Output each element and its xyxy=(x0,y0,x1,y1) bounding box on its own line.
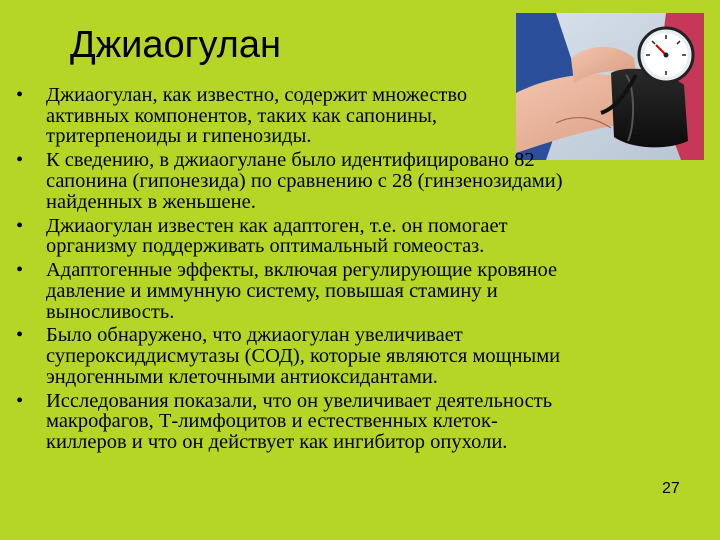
bullet-icon: • xyxy=(16,84,24,106)
bullet-icon: • xyxy=(16,214,24,237)
bullet-text-line: К сведению, в джиаогулане было идентифицировано 82 xyxy=(46,149,535,172)
bullet-text-line: супероксиддисмутазы (СОД), которые являются мощными xyxy=(46,345,561,368)
bullet-text-line: Исследования показали, что он увеличивает деятельность xyxy=(46,389,553,412)
page-number: 27 xyxy=(662,480,680,497)
bullet-list xyxy=(16,85,666,456)
bullet-item xyxy=(16,391,666,453)
bullet-text-line: Было обнаружено, что джиаогулан увеличивает xyxy=(46,324,463,347)
bullet-text-line: найденных в женьшене. xyxy=(46,190,256,213)
bullet-text-line: активных компонентов, таких как сапонины, xyxy=(46,104,438,127)
bullet-icon: • xyxy=(16,324,24,347)
bullet-text-line: организму поддерживать оптимальный гомеостаз. xyxy=(46,235,485,258)
bullet-text-line: киллеров и что он действует как ингибитор опухоли. xyxy=(46,431,508,454)
bullet-item xyxy=(16,260,666,322)
bullet-text-line: эндогенными клеточными антиоксидантами. xyxy=(46,365,438,388)
bullet-text-line: Джиаогулан известен как адаптоген, т.е. он помогает xyxy=(46,214,508,237)
bullet-text-line: Адаптогенные эффекты, включая регулирующие кровяное xyxy=(46,259,558,282)
bullet-text-line: макрофагов, Т-лимфоцитов и естественных клеток- xyxy=(46,410,498,433)
bullet-text-line: выносливость. xyxy=(46,300,175,323)
bullet-item xyxy=(16,85,666,147)
bullet-item xyxy=(16,325,666,387)
bullet-icon: • xyxy=(16,259,24,282)
bullet-icon: • xyxy=(16,149,24,172)
slide-title: Джиаогулан xyxy=(70,24,281,66)
bullet-text-line: Джиаогулан, как известно, содержит множество xyxy=(46,84,468,106)
bullet-text-line: давление и иммунную систему, повышая стамину и xyxy=(46,279,498,302)
bullet-icon: • xyxy=(16,389,24,412)
bullet-item xyxy=(16,150,666,212)
bullet-text-line: сапонина (гипонезида) по сравнению с 28 (гинзенозидами) xyxy=(46,170,563,192)
bullet-item xyxy=(16,216,666,257)
bullet-text-line: тритерпеноиды и гипенозиды. xyxy=(46,125,312,148)
